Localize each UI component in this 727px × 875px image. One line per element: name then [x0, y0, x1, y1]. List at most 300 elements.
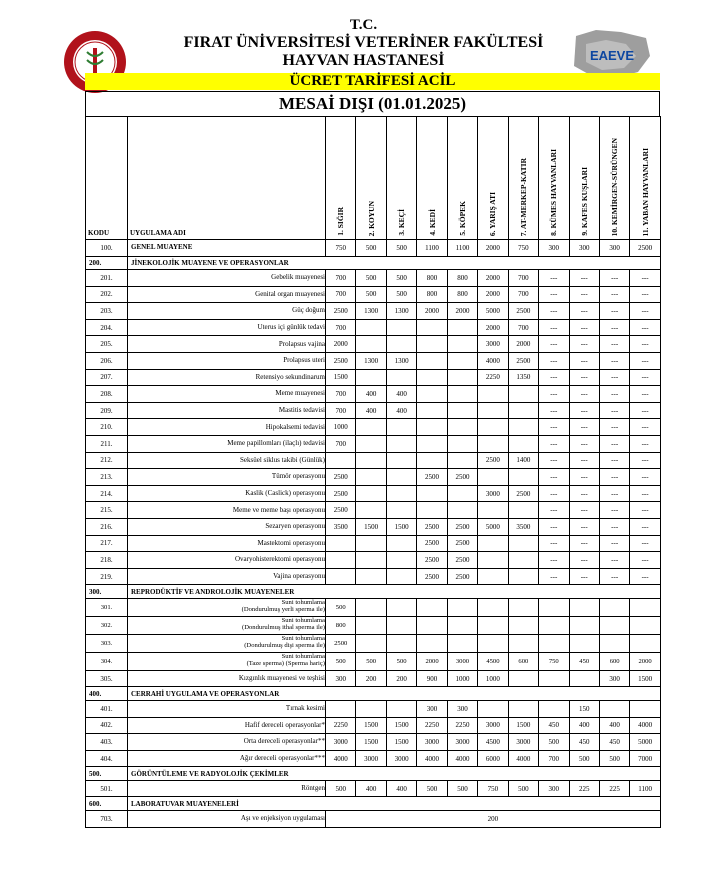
fee-cell: --- — [539, 402, 569, 419]
column-header-animal: 7. AT-MERKEP-KATIR — [508, 117, 538, 240]
table-row — [86, 303, 661, 320]
fee-cell: 800 — [417, 270, 447, 287]
fee-cell: 300 — [599, 670, 629, 687]
fee-cell: 2250 — [417, 717, 447, 734]
fee-cell — [417, 502, 447, 519]
fee-cell: --- — [539, 485, 569, 502]
row-code: 401. — [86, 700, 128, 717]
fee-cell — [356, 616, 386, 634]
row-code: 703. — [86, 810, 128, 827]
row-name: Meme papillomları (ilaçlı) tedavisi — [128, 436, 326, 453]
fee-cell — [386, 452, 416, 469]
document-header — [0, 0, 727, 90]
fee-cell: --- — [569, 303, 599, 320]
fee-cell — [630, 616, 660, 634]
fee-cell — [447, 485, 477, 502]
fee-cell: --- — [569, 402, 599, 419]
fee-cell — [417, 598, 447, 616]
fee-cell: --- — [599, 402, 629, 419]
table-row — [86, 485, 661, 502]
fee-cell: --- — [539, 452, 569, 469]
fee-cell — [356, 369, 386, 386]
fee-cell: 800 — [417, 286, 447, 303]
column-header-animal: 2. KOYUN — [356, 117, 386, 240]
fee-cell: 4500 — [478, 734, 508, 751]
fee-cell — [326, 552, 356, 569]
table-row — [86, 369, 661, 386]
row-code: 204. — [86, 319, 128, 336]
fee-cell: 500 — [386, 240, 416, 257]
fee-cell — [386, 369, 416, 386]
header-line-hospital: HAYVAN HASTANESİ — [282, 52, 445, 69]
row-code: 304. — [86, 652, 128, 670]
fee-cell — [478, 616, 508, 634]
fee-cell: 500 — [356, 270, 386, 287]
fee-cell: 500 — [599, 750, 629, 767]
fee-cell — [356, 452, 386, 469]
fee-cell: 500 — [508, 780, 538, 797]
fee-cell: 300 — [417, 700, 447, 717]
fee-cell — [417, 369, 447, 386]
fee-cell: --- — [569, 319, 599, 336]
row-name: Mastektomi operasyonu — [128, 535, 326, 552]
fee-cell — [447, 402, 477, 419]
row-code: 217. — [86, 535, 128, 552]
fee-cell — [630, 598, 660, 616]
fee-cell: --- — [599, 552, 629, 569]
fee-cell: --- — [599, 319, 629, 336]
fee-cell — [386, 419, 416, 436]
row-name: Prolapsus vajina — [128, 336, 326, 353]
fee-cell: 800 — [326, 616, 356, 634]
column-header-animal: 9. KAFES KUŞLARI — [569, 117, 599, 240]
fee-cell: 2000 — [630, 652, 660, 670]
fee-cell: --- — [569, 519, 599, 536]
fee-cell: --- — [569, 353, 599, 370]
fee-cell — [478, 634, 508, 652]
fee-cell: --- — [630, 369, 660, 386]
fee-cell: 2250 — [447, 717, 477, 734]
column-header-animal: 1. SIĞIR — [326, 117, 356, 240]
fee-cell: 5000 — [478, 519, 508, 536]
fee-cell: 700 — [326, 270, 356, 287]
fee-cell: --- — [630, 402, 660, 419]
table-row — [86, 598, 661, 616]
fee-cell — [508, 469, 538, 486]
fee-cell: --- — [569, 419, 599, 436]
fee-cell: --- — [599, 386, 629, 403]
section-code: 300. — [86, 585, 128, 599]
fee-cell — [356, 598, 386, 616]
section-title: GÖRÜNTÜLEME VE RADYOLOJİK ÇEKİMLER — [128, 767, 661, 781]
row-name: Güç doğum — [128, 303, 326, 320]
fee-cell: 750 — [478, 780, 508, 797]
fee-cell: --- — [630, 436, 660, 453]
fee-cell: 700 — [326, 286, 356, 303]
fee-cell: 600 — [508, 652, 538, 670]
fee-cell: --- — [599, 568, 629, 585]
fee-cell: 2500 — [417, 535, 447, 552]
fee-cell: 800 — [447, 270, 477, 287]
fee-cell: --- — [569, 502, 599, 519]
fee-cell: 2500 — [447, 535, 477, 552]
column-header-animal: 6. YARIŞ ATI — [478, 117, 508, 240]
fee-cell: --- — [539, 436, 569, 453]
fee-cell: --- — [539, 270, 569, 287]
fee-cell: --- — [569, 369, 599, 386]
fee-cell — [508, 419, 538, 436]
fee-cell: --- — [539, 336, 569, 353]
table-row — [86, 402, 661, 419]
fee-cell: 2500 — [417, 519, 447, 536]
fee-cell: --- — [630, 386, 660, 403]
fee-cell: --- — [630, 286, 660, 303]
fee-cell: 500 — [326, 598, 356, 616]
section-title: CERRAHİ UYGULAMA VE OPERASYONLAR — [128, 687, 661, 701]
row-name-line1: Suni tohumlama — [281, 617, 325, 625]
fee-cell — [447, 353, 477, 370]
fee-cell — [326, 700, 356, 717]
fee-cell — [478, 552, 508, 569]
row-code: 302. — [86, 616, 128, 634]
column-header-name: UYGULAMA ADI — [128, 117, 326, 240]
fee-cell: 500 — [539, 734, 569, 751]
column-header-animal: 5. KÖPEK — [447, 117, 477, 240]
fee-cell — [356, 319, 386, 336]
fee-cell — [478, 568, 508, 585]
table-row — [86, 734, 661, 751]
fee-cell: 400 — [569, 717, 599, 734]
fee-cell: 1000 — [478, 670, 508, 687]
fee-cell: 500 — [386, 286, 416, 303]
fee-cell: 3000 — [508, 734, 538, 751]
fee-cell: 400 — [356, 402, 386, 419]
fee-cell: --- — [539, 552, 569, 569]
fee-cell — [599, 616, 629, 634]
fee-cell: 900 — [417, 670, 447, 687]
fee-cell: 700 — [539, 750, 569, 767]
fee-cell: 3000 — [478, 717, 508, 734]
row-name-line1: Suni tohumlama — [281, 635, 325, 643]
fee-cell — [417, 386, 447, 403]
fee-cell: --- — [569, 386, 599, 403]
fee-cell — [539, 616, 569, 634]
fee-cell: --- — [630, 485, 660, 502]
fee-cell: 500 — [386, 270, 416, 287]
row-code: 205. — [86, 336, 128, 353]
fee-cell: 500 — [417, 780, 447, 797]
section-row — [86, 797, 661, 811]
fee-cell: 4000 — [478, 353, 508, 370]
row-name: Röntgen — [128, 780, 326, 797]
fee-cell — [569, 634, 599, 652]
column-header-animal: 8. KÜMES HAYVANLARI — [539, 117, 569, 240]
fee-cell — [508, 598, 538, 616]
fee-cell — [508, 634, 538, 652]
fee-cell: 3000 — [478, 336, 508, 353]
fee-cell: 225 — [569, 780, 599, 797]
table-row — [86, 780, 661, 797]
row-code: 218. — [86, 552, 128, 569]
row-name: Uterus içi günlük tedavi — [128, 319, 326, 336]
fee-cell: 150 — [569, 700, 599, 717]
fee-cell — [508, 386, 538, 403]
row-name-line1: Suni tohumlama — [281, 653, 325, 661]
fee-cell: --- — [569, 469, 599, 486]
fee-cell: 1500 — [326, 369, 356, 386]
row-code: 208. — [86, 386, 128, 403]
fee-cell — [478, 469, 508, 486]
fee-cell: 1000 — [326, 419, 356, 436]
fee-cell — [630, 634, 660, 652]
row-code: 402. — [86, 717, 128, 734]
fee-cell: 2000 — [447, 303, 477, 320]
row-code: 202. — [86, 286, 128, 303]
fee-cell: 2500 — [417, 552, 447, 569]
table-row — [86, 652, 661, 670]
fee-cell: 700 — [508, 286, 538, 303]
fee-cell: 1100 — [447, 240, 477, 257]
fee-cell: --- — [539, 386, 569, 403]
fee-cell: 200 — [356, 670, 386, 687]
table-row — [86, 319, 661, 336]
fee-cell — [417, 336, 447, 353]
fee-cell: 1100 — [417, 240, 447, 257]
row-code: 219. — [86, 568, 128, 585]
table-row — [86, 240, 661, 257]
fee-cell: 3000 — [326, 734, 356, 751]
fee-cell: 2500 — [447, 552, 477, 569]
fee-cell — [447, 319, 477, 336]
fee-cell: 7000 — [630, 750, 660, 767]
table-row — [86, 519, 661, 536]
fee-cell: 700 — [326, 319, 356, 336]
fee-cell: 3000 — [356, 750, 386, 767]
fee-cell: 2000 — [478, 286, 508, 303]
fee-cell — [356, 469, 386, 486]
fee-cell: 2500 — [417, 568, 447, 585]
fee-cell — [508, 552, 538, 569]
section-row — [86, 687, 661, 701]
fee-cell: 2500 — [326, 634, 356, 652]
fee-cell: --- — [599, 303, 629, 320]
fee-cell: --- — [599, 469, 629, 486]
row-code: 305. — [86, 670, 128, 687]
row-name: Gebelik muayenesi — [128, 270, 326, 287]
fee-cell: --- — [539, 502, 569, 519]
fee-cell: --- — [539, 535, 569, 552]
row-name: Sezaryen operasyonu — [128, 519, 326, 536]
row-name: Tümör operasyonu — [128, 469, 326, 486]
fee-cell: --- — [569, 336, 599, 353]
fee-cell — [508, 436, 538, 453]
row-name-line2: (Dondurulmuş dişi sperma ile) — [244, 642, 325, 650]
merged-fee-cell: 200 — [326, 810, 661, 827]
fee-cell: 400 — [386, 402, 416, 419]
row-name: Seksüel siklus takibi (Günlük) — [128, 452, 326, 469]
fee-cell: --- — [599, 452, 629, 469]
row-name: Ovaryohisterektomi operasyonu — [128, 552, 326, 569]
fee-cell: 300 — [539, 240, 569, 257]
row-code: 100. — [86, 240, 128, 257]
row-code: 213. — [86, 469, 128, 486]
fee-cell: --- — [630, 469, 660, 486]
fee-cell: 800 — [447, 286, 477, 303]
fee-cell: --- — [599, 369, 629, 386]
fee-cell: 1000 — [447, 670, 477, 687]
fee-cell: --- — [569, 552, 599, 569]
fee-cell — [447, 436, 477, 453]
fee-cell — [539, 634, 569, 652]
row-name: Ağır dereceli operasyonlar*** — [128, 750, 326, 767]
fee-cell — [356, 336, 386, 353]
table-header-row — [86, 117, 661, 240]
row-name-line2: (Dondurulmuş yerli sperma ile) — [241, 606, 325, 614]
fee-cell: --- — [569, 436, 599, 453]
fee-cell: 700 — [508, 319, 538, 336]
fee-cell: 2000 — [478, 319, 508, 336]
fee-cell: 2500 — [417, 469, 447, 486]
fee-cell — [326, 568, 356, 585]
fee-cell: --- — [539, 319, 569, 336]
fee-cell — [417, 452, 447, 469]
fee-cell: --- — [569, 270, 599, 287]
row-name: Retensiyo sekundinarum — [128, 369, 326, 386]
fee-cell — [356, 552, 386, 569]
fee-cell: 1500 — [356, 717, 386, 734]
fee-cell: 1300 — [386, 353, 416, 370]
fee-cell: 4000 — [508, 750, 538, 767]
row-name: Kaslik (Caslick) operasyonu — [128, 485, 326, 502]
fee-cell: 4500 — [478, 652, 508, 670]
fee-cell: 3500 — [326, 519, 356, 536]
fee-cell — [539, 598, 569, 616]
header-line-tc: T.C. — [349, 17, 378, 33]
section-code: 500. — [86, 767, 128, 781]
fee-cell — [386, 319, 416, 336]
fee-cell: 1300 — [386, 303, 416, 320]
fee-cell — [417, 634, 447, 652]
fee-cell: 700 — [326, 386, 356, 403]
fee-cell — [508, 502, 538, 519]
section-row — [86, 256, 661, 270]
table-row — [86, 469, 661, 486]
fee-cell: --- — [630, 568, 660, 585]
table-row — [86, 436, 661, 453]
row-name: Aşı ve enjeksiyon uygulaması — [128, 810, 326, 827]
table-row — [86, 353, 661, 370]
fee-cell: 500 — [356, 652, 386, 670]
table-row — [86, 336, 661, 353]
fee-cell — [386, 634, 416, 652]
fee-cell: 2000 — [478, 270, 508, 287]
table-row — [86, 535, 661, 552]
row-name — [128, 634, 326, 652]
fee-cell — [447, 634, 477, 652]
fee-cell — [447, 502, 477, 519]
header-line-faculty: FIRAT ÜNİVERSİTESİ VETERİNER FAKÜLTESİ — [183, 34, 544, 51]
section-title: LABORATUVAR MUAYENELERİ — [128, 797, 661, 811]
fee-cell: 2500 — [508, 303, 538, 320]
table-row — [86, 717, 661, 734]
column-header-animal: 4. KEDİ — [417, 117, 447, 240]
row-code: 212. — [86, 452, 128, 469]
fee-cell — [478, 386, 508, 403]
fee-cell — [356, 419, 386, 436]
fee-cell: 300 — [326, 670, 356, 687]
fee-cell — [326, 535, 356, 552]
tariff-subtitle: ÜCRET TARİFESİ ACİL — [289, 73, 456, 89]
fee-cell: 3000 — [386, 750, 416, 767]
fee-cell: --- — [569, 535, 599, 552]
fee-cell: 450 — [599, 734, 629, 751]
table-row — [86, 634, 661, 652]
section-title: JİNEKOLOJİK MUAYENE VE OPERASYONLAR — [128, 256, 661, 270]
section-row — [86, 767, 661, 781]
fee-cell — [386, 336, 416, 353]
table-row — [86, 270, 661, 287]
fee-cell: --- — [599, 286, 629, 303]
fee-cell — [386, 552, 416, 569]
fee-cell: 2250 — [478, 369, 508, 386]
fee-cell: 4000 — [630, 717, 660, 734]
fee-cell — [447, 369, 477, 386]
fee-cell: 4000 — [447, 750, 477, 767]
fee-cell: 2250 — [326, 717, 356, 734]
fee-cell — [356, 502, 386, 519]
fee-cell: --- — [539, 353, 569, 370]
row-name-line2: (Taze sperma) (Sperma hariç) — [246, 660, 325, 668]
row-name: Mastitis tedavisi — [128, 402, 326, 419]
fee-cell: 300 — [539, 780, 569, 797]
fee-cell — [478, 700, 508, 717]
fee-cell: 2500 — [326, 303, 356, 320]
fee-cell: 6000 — [478, 750, 508, 767]
fee-cell: 2500 — [630, 240, 660, 257]
row-name: Hafif dereceli operasyonlar* — [128, 717, 326, 734]
fee-cell — [508, 670, 538, 687]
fee-cell: 3500 — [508, 519, 538, 536]
fee-cell: --- — [630, 519, 660, 536]
fee-cell: 1500 — [386, 734, 416, 751]
fee-cell — [447, 598, 477, 616]
fee-cell: 3000 — [447, 734, 477, 751]
row-code: 201. — [86, 270, 128, 287]
fee-cell: 1500 — [386, 519, 416, 536]
fee-cell: --- — [630, 535, 660, 552]
fee-cell — [417, 319, 447, 336]
table-row — [86, 568, 661, 585]
eaeve-logo-text: EAEVE — [589, 48, 635, 63]
fee-cell — [478, 402, 508, 419]
row-name — [128, 598, 326, 616]
table-row — [86, 502, 661, 519]
fee-cell: 1500 — [356, 734, 386, 751]
fee-cell: --- — [630, 552, 660, 569]
section-title: REPRODÜKTİF VE ANDROLOJİK MUAYENELER — [128, 585, 661, 599]
fee-cell — [447, 386, 477, 403]
fee-cell: 300 — [599, 240, 629, 257]
fee-cell: 2000 — [478, 240, 508, 257]
fee-cell: 2500 — [326, 502, 356, 519]
fee-cell — [508, 700, 538, 717]
row-code: 404. — [86, 750, 128, 767]
table-row — [86, 810, 661, 827]
fee-cell: --- — [539, 469, 569, 486]
fee-cell: --- — [569, 485, 599, 502]
fee-cell: 700 — [326, 436, 356, 453]
fee-cell: 500 — [386, 652, 416, 670]
